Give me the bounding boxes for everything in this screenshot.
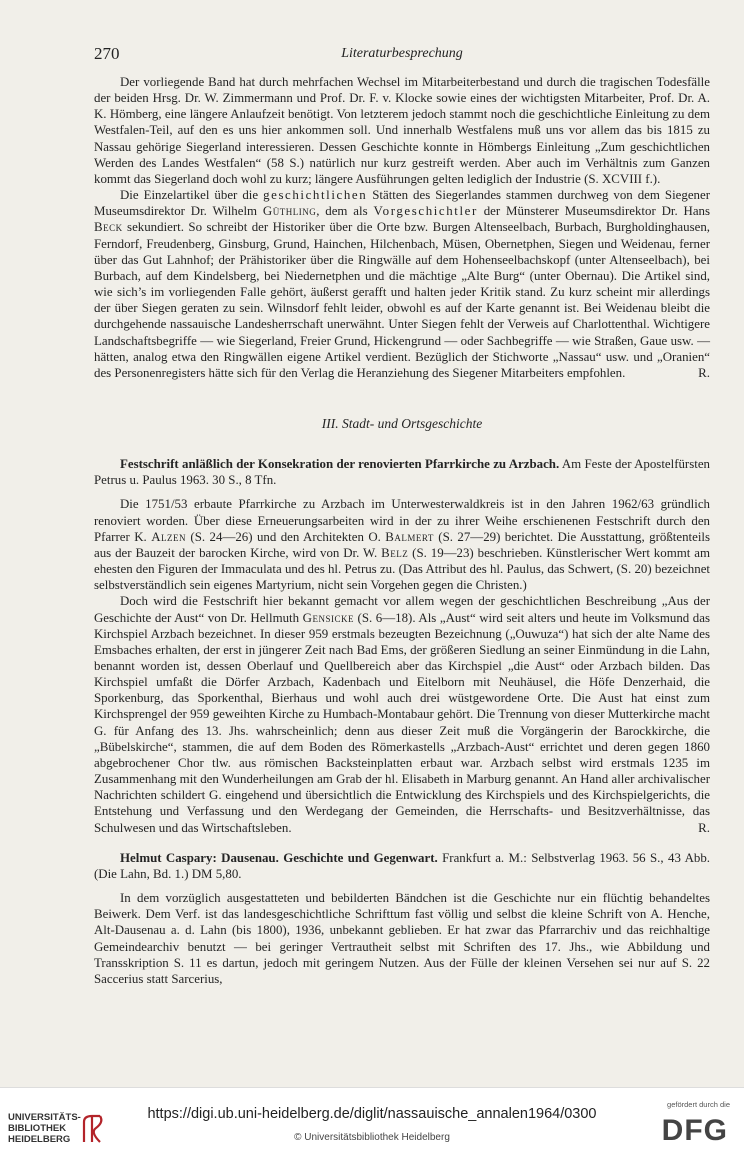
review3-heading: Helmut Caspary: Dausenau. Geschichte und Gegenwart. Frankfurt a. M.: Selbstverlag 1963. 56 S., 43 Abb. (Die Lahn, Bd. 1.) DM 5,80. <box>94 850 710 881</box>
permalink-url[interactable]: https://digi.ub.uni-heidelberg.de/diglit/nassauische_annalen1964/0300 <box>147 1106 597 1122</box>
review3-paragraph-1: In dem vorzüglich ausgestatteten und bebilderten Bändchen ist die Geschichte nur ein flüchtig behandeltes Beiwerk. Dem Verf. ist das landesgeschichtliche Schrifttum fast völlig und selbst die kleine Schrift von A. Henche, Alt-Dausenau a. d. Lahn (bis 1800), 1936, unbekannt geblieben. Er hat zwar das Pfarrarchiv und das reichhaltige Gemeindearchiv benutzt — bei geringer Vertrautheit selbst mit Schriften des 17. Jhs., wie Abbildung und Transskription S. 11 es dartun, jedoch mit geringem Nutzen. Aus der Fülle der kleinen Versehen sei nur auf S. 22 Saccerius statt Sarcerius, <box>94 891 710 986</box>
review1-signature: R. <box>698 365 710 380</box>
review2-paragraph-1: Die 1751/53 erbaute Pfarrkirche zu Arzbach im Unterwesterwaldkreis ist in den Jahren 1962/63 gründlich renoviert worden. Über diese Erneuerungsarbeiten wird in der zu ihrer Weihe erschienenen Festschrift durch den Pfarrer K. Alzen (S. 24—26) und den Architekten O. Balmert (S. 27—29) berichtet. Die Ausstattung, größtenteils aus der Bauzeit der barocken Kirche, wird von Dr. W. Belz (S. 19—23) beschrieben. Künstlerischer Wert kommt am ehesten den Figuren der Immaculata und des hl. Petrus zu. (Das Attribut des hl. Paulus, das Schwert, (S. 20) bezeichnet selbstverständlich sein eigenes Martyrium, nicht sein Vorgehen gegen die Christen.) <box>94 497 710 593</box>
dfg-logo: DFG <box>661 1114 728 1147</box>
copyright-notice: © Universitätsbibliothek Heidelberg <box>294 1132 450 1143</box>
viewer-footer <box>0 1087 744 1165</box>
page-body <box>94 74 710 987</box>
running-title: Literaturbesprechung <box>341 46 463 61</box>
review2-signature: R. <box>698 820 710 835</box>
library-name: UNIVERSITÄTS- BIBLIOTHEK HEIDELBERG <box>8 1112 81 1145</box>
section-title: III. Stadt- und Ortsgeschichte <box>321 415 483 431</box>
review2-heading: Festschrift anläßlich der Konsekration der renovierten Pfarrkirche zu Arzbach. Am Feste der Apostelfürsten Petrus u. Paulus 1963. 30 S., 8 Tfn. <box>94 457 710 488</box>
review2-paragraph-2: Doch wird die Festschrift hier bekannt gemacht vor allem wegen der geschichtlichen Beschreibung „Aus der Geschichte der Aust“ von Dr. Hellmuth Gensicke (S. 6—18). Als „Aust“ wird seit alters und heute im Volksmund das Kirchspiel Arzbach bezeichnet. In dieser 959 erstmals bezeugten Bezeichnung („Ouwuza“) hat sich der alte Name des Emsbaches erhalten, der erst in jüngerer Zeit nach Bad Ems, der größeren Siedlung an seiner Einmündung in die Lahn, benannt worden ist, dessen Oberlauf und Quellbereich aber das Kirchspiel „die Aust“ oder Arzbach bilden. Das Kirchspiel umfaßt die Dörfer Arzbach, Kadenbach und Eitelborn mit Neuhäusel, die Höfe Denzerhaid, die Sporkenburg, das Sporkenthal, Bierhaus und wohl auch drei wüstgewordene Orte. Die Aust hat einst zum Kirchsprengel der 959 geweihten Kirche zu Humbach-Montabaur gehört. Die Trennung von dieser Mutterkirche macht G. für Anfang des 13. Jhs. wahrscheinlich; denn aus dieser Zeit muß die Vorgängerin der Barockkirche, die „Bübelskirche“, stammen, die auf dem Boden des Römerkastells „Arzbach-Aust“ errichtet und deren gegen 1860 abgebrochener Chor tlw. aus römischen Backsteinplatten erbaut war. Arzbach selbst wird erstmals 1235 im Zusammenhang mit den Wunderheilungen am Grab der hl. Elisabeth in Marburg genannt. An Hand aller archivalischer Nachrichten schildert G. eingehend und übersichtlich die Entwicklung des Kirchspiels und des Kirchspielgerichts, die Entstehung und Verfassung und den Werdegang der Gemeinden, die Herrschafts- und Besitzverhältnisse, das Schulwesen und das Wirtschaftsleben. R. <box>94 594 710 835</box>
funding-note: gefördert durch die <box>667 1100 730 1109</box>
page-number: 270 <box>94 44 120 63</box>
page-header <box>94 44 710 66</box>
review1-paragraph-1: Der vorliegende Band hat durch mehrfachen Wechsel im Mitarbeiterbestand und durch die tragischen Todesfälle der beiden Hrsg. Dr. W. Zimmermann und Prof. Dr. F. v. Klocke sowie eines der wichtigsten Mitarbeiter, Prof. Dr. A. K. Hömberg, eine längere Anlaufzeit benötigt. Von letzterem jedoch stammt noch die geschichtliche Einleitung zu dem Westfalen-Teil, auf den es uns hier ankommen soll. Und innerhalb Westfalens muß uns vor allem das bis 1815 zu Nassau gehörige Siegerland interessieren. Dessen Geschichte konnte in Hömbergs Einleitung „Zum geschichtlichen Werden des Landes Westfalen“ (58 S.) natürlich nur kurz gestreift werden. Aber auch im Verhältnis zum Ganzen kommt das Siegerland doch wohl zu kurz; längere Ausführungen gelten lediglich der Industrie (S. XCVIII f.). <box>94 75 710 186</box>
review1-paragraph-2: Die Einzelartikel über die geschichtlichen Stätten des Siegerlandes stammen durchweg von dem Siegener Museumsdirektor Dr. Wilhelm Güthling, dem als Vorgeschichtler der Münsterer Museumsdirektor Dr. Hans Beck sekundiert. So schreibt der Historiker über die Orte bzw. Burgen Altenseelbach, Burbach, Burgholdinghausen, Ferndorf, Freudenberg, Ginsburg, Grund, Hainchen, Hilchenbach, Müsen, Obernetphen, Siegen und Weidenau, ferner über das Gut Lahnhof; der Prähistoriker über die Ringwälle auf dem Hohenseelbachskopf (unter Altenseelbach), bei Burbach, auf dem Kindelsberg, bei Niedernetphen und die mächtige „Alte Burg“ (unter Obernau). Die Artikel sind, wie sich’s im vorliegenden Falle gehört, äußerst gerafft und halten jeder Kritik stand. Zu kurz scheint mir allerdings der über Siegen geraten zu sein. Wilnsdorf fehlt leider, obwohl es auf der Karte genannt ist. Bei Weidenau bleibt die durchgehende nassauische Landesherrschaft unerwähnt. Unter Siegen fehlt der Verweis auf Charlottenthal. Wichtigere Landschaftsbegriffe — wie Siegerland, Freier Grund, Hickengrund — oder Sachbegriffe — wie Straßen, Gaue usw. — hätten, analog etwa den Ringwällen eigene Artikel verdient. Bezüglich der Stichworte „Nassau“ usw. und „Oranien“ des Personenregisters hätte sich für den Verlag die Heranziehung des Siegener Mitarbeiters empfohlen. R. <box>94 188 711 380</box>
